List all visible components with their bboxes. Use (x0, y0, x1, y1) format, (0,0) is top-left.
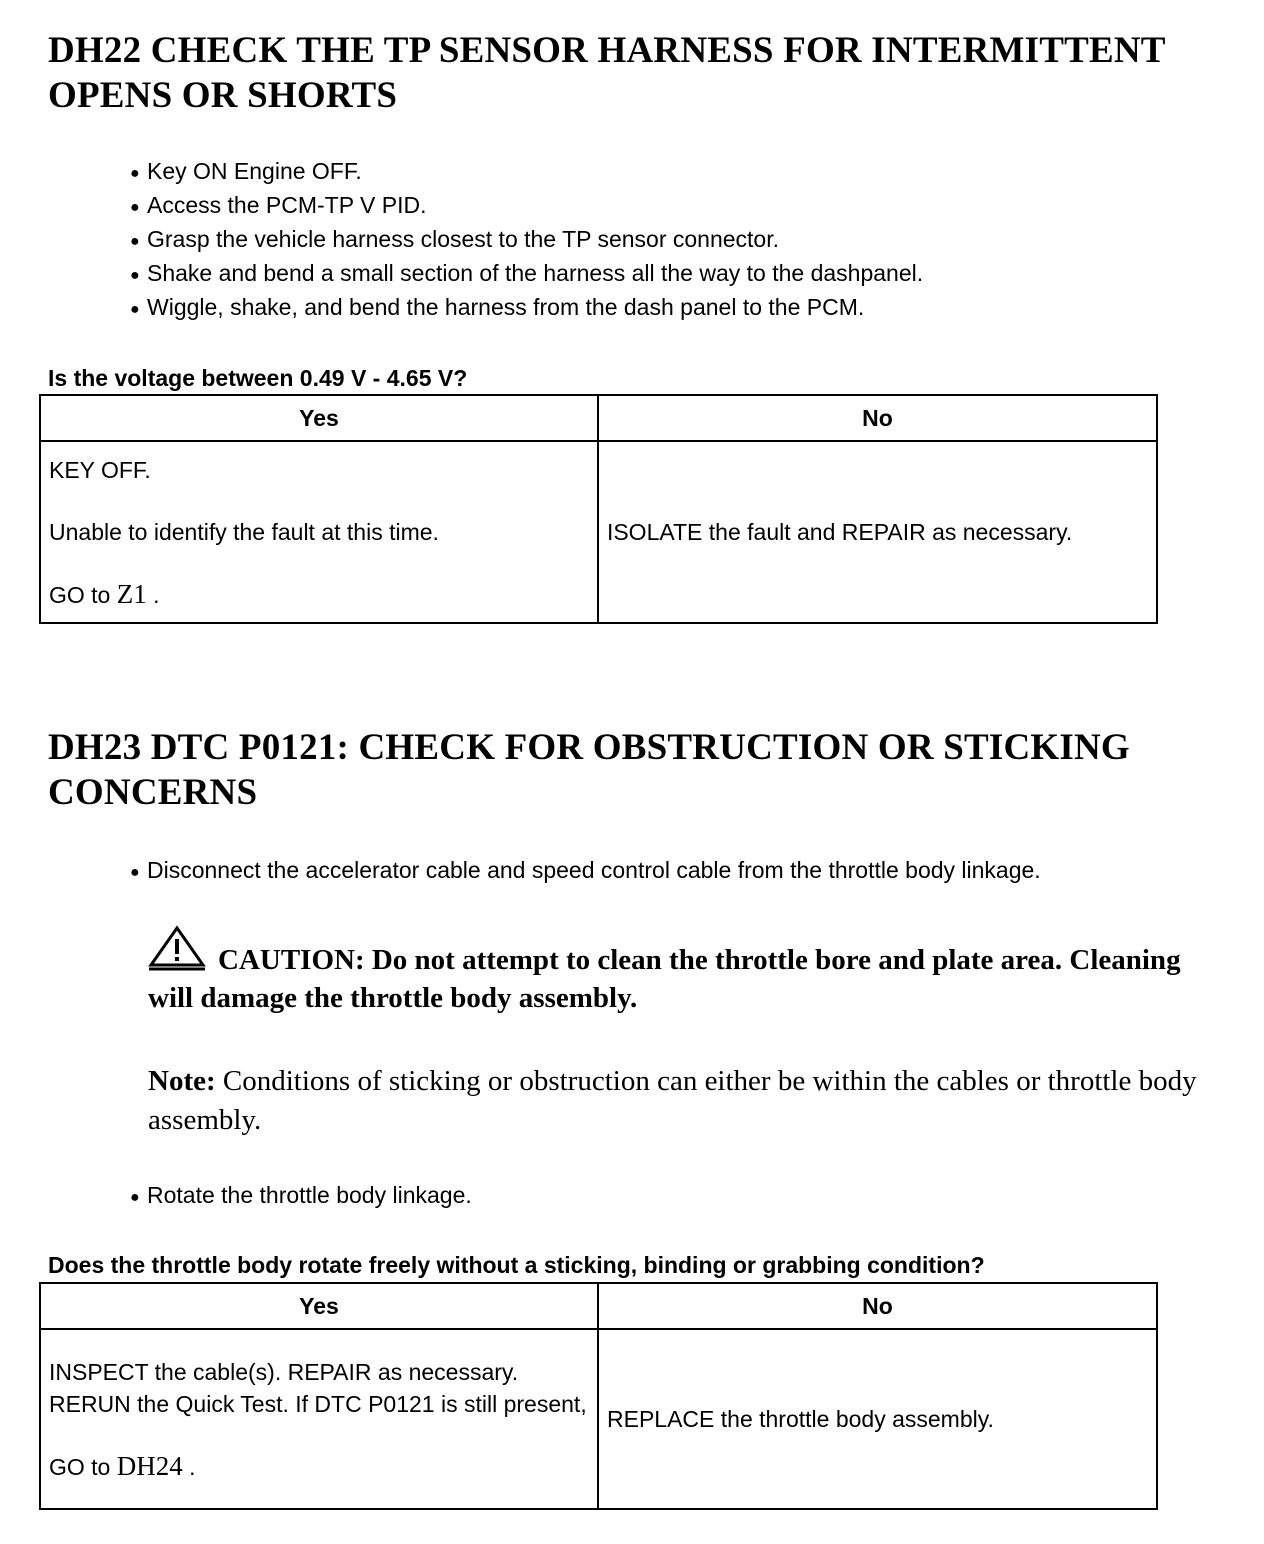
bullet-icon: ● (130, 233, 140, 250)
list-item: ● Grasp the vehicle harness closest to the TP sensor connector. (130, 222, 923, 256)
step-list-dh23-rotate (130, 1178, 472, 1212)
goto-link-z1[interactable]: Z1 (116, 578, 147, 609)
yes-cell (40, 1329, 598, 1509)
bullet-icon: ● (130, 1189, 140, 1206)
bullet-icon: ● (130, 165, 140, 182)
no-cell (598, 1329, 1157, 1509)
result-table-dh23 (39, 1282, 1158, 1510)
bullet-icon: ● (130, 267, 140, 284)
no-header: No (598, 395, 1157, 441)
caution-block (148, 925, 1228, 1017)
list-item: ● Access the PCM-TP V PID. (130, 188, 923, 222)
caution-text: CAUTION: Do not attempt to clean the throttle bore and plate area. Cleaning will damage the throttle body assembly. (148, 944, 1181, 1014)
section-heading-dh23: DH23 DTC P0121: CHECK FOR OBSTRUCTION OR STICKING CONCERNS (48, 727, 1130, 813)
list-item: ● Disconnect the accelerator cable and speed control cable from the throttle body linkage. (130, 853, 1041, 887)
yes-text: INSPECT the cable(s). REPAIR as necessary. RERUN the Quick Test. If DTC P0121 is still present, (49, 1358, 587, 1417)
list-item: ● Wiggle, shake, and bend the harness from the dash panel to the PCM. (130, 290, 923, 324)
step-list-dh22 (130, 154, 923, 324)
goto-line: GO to DH24 . (49, 1450, 196, 1481)
yes-line-2: Unable to identify the fault at this time. (49, 518, 439, 545)
result-table-dh22 (39, 394, 1158, 624)
list-item: ● Key ON Engine OFF. (130, 154, 923, 188)
bullet-icon: ● (130, 864, 140, 881)
yes-cell (40, 441, 598, 623)
step-list-dh23 (130, 853, 1041, 887)
bullet-icon: ● (130, 199, 140, 216)
yes-header: Yes (40, 395, 598, 441)
no-text: REPLACE the throttle body assembly. (607, 1406, 994, 1432)
no-text: ISOLATE the fault and REPAIR as necessary. (606, 519, 1073, 545)
no-cell (598, 441, 1157, 623)
bullet-icon: ● (130, 301, 140, 318)
section-heading-dh22: DH22 CHECK THE TP SENSOR HARNESS FOR INTERMITTENT OPENS OR SHORTS (48, 30, 1165, 116)
goto-link-dh24[interactable]: DH24 (116, 1450, 183, 1481)
note-text: Conditions of sticking or obstruction can either be within the cables or throttle body assembly. (148, 1065, 1197, 1136)
yes-header: Yes (40, 1283, 598, 1329)
warning-triangle-icon (148, 925, 206, 973)
note-block (148, 1062, 1228, 1140)
list-item: ● Shake and bend a small section of the harness all the way to the dashpanel. (130, 256, 923, 290)
note-label: Note: (148, 1065, 216, 1097)
goto-line: GO to Z1 . (49, 578, 160, 609)
question-dh23: Does the throttle body rotate freely without a sticking, binding or grabbing condition? (48, 1252, 985, 1278)
list-item: ● Rotate the throttle body linkage. (130, 1178, 472, 1212)
yes-line-1: KEY OFF. (49, 456, 151, 483)
no-header: No (598, 1283, 1157, 1329)
question-dh22: Is the voltage between 0.49 V - 4.65 V? (48, 365, 468, 391)
